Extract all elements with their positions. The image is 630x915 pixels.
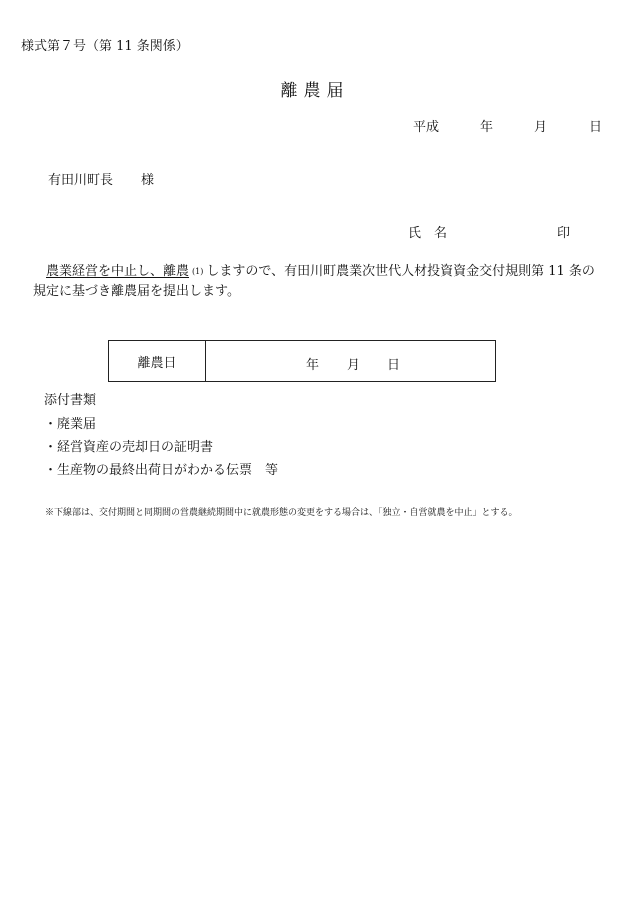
addressee — [48, 169, 154, 188]
applicant-seal-mark: 印 — [557, 226, 571, 241]
date-era-label: 平成 — [413, 120, 440, 135]
document-title: 離農届 — [280, 81, 350, 101]
addressee-name: 有田川町長 — [48, 173, 114, 188]
applicant-name-label: 氏 名 — [408, 226, 448, 241]
retirement-date-year: 年 — [306, 358, 320, 373]
date-month-label: 月 — [534, 120, 548, 135]
retirement-date-day: 日 — [387, 358, 401, 373]
footnote: ※下線部は、交付期間と同期間の営農継続期間中に就農形態の変更をする場合は、「独立・自営就農を中止」とする。 — [45, 508, 518, 518]
attachments-heading: 添付書類 — [44, 393, 97, 408]
attachment-item: ・廃業届 — [44, 417, 97, 432]
date-day-label: 日 — [589, 120, 603, 135]
date-year-label: 年 — [480, 120, 494, 135]
attachment-item: ・生産物の最終出荷日がわかる伝票 等 — [44, 463, 279, 478]
form-number: 様式第７号（第 11 条関係） — [21, 39, 189, 54]
addressee-honorific: 様 — [141, 173, 155, 188]
declaration-rest-text: しますので、有田川町農業次世代人材投資資金交付規則第 11 条の規定に基づき離農届を提出します。 — [33, 264, 595, 299]
attachment-item: ・経営資産の売却日の証明書 — [44, 440, 214, 455]
retirement-date-label: 離農日 — [109, 341, 206, 381]
retirement-date-month: 月 — [347, 358, 361, 373]
declaration-text — [33, 262, 607, 302]
declaration-underlined-text: 農業経営を中止し、離農 — [46, 264, 190, 279]
retirement-date-field[interactable] — [206, 341, 495, 381]
retirement-date-table — [108, 340, 496, 382]
footnote-reference: (1) — [192, 267, 204, 276]
